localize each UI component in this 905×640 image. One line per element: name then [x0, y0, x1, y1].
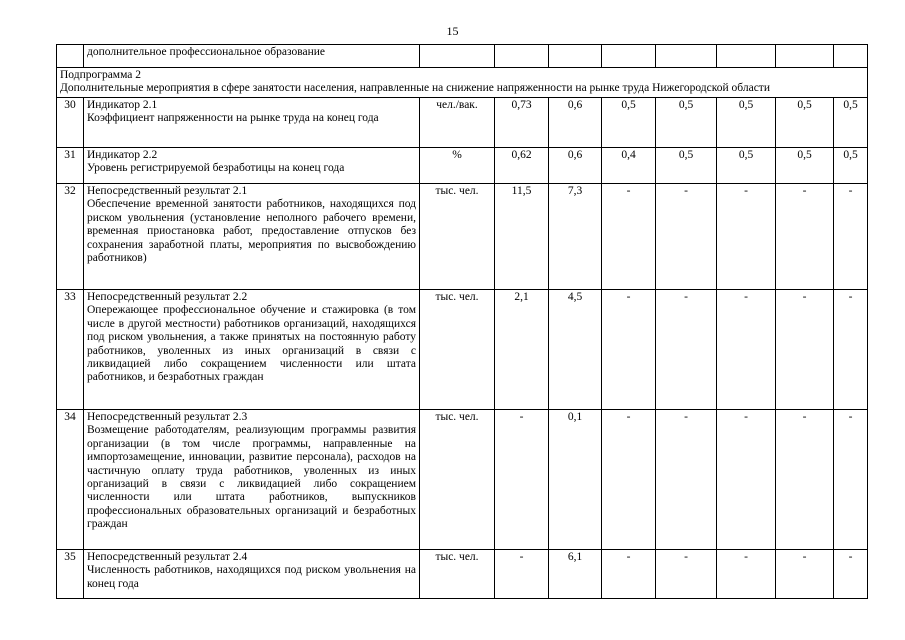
indicator-description: Уровень регистрируемой безработицы на конец года — [87, 162, 345, 175]
value-cell: - — [834, 290, 868, 410]
value-cell — [717, 45, 776, 68]
indicator-name: Непосредственный результат 2.3 — [87, 411, 248, 423]
row-number-cell: 31 — [57, 148, 84, 184]
indicator-description: Опережающее профессиональное обучение и стажировка (в том числе в другой местности) работников организаций, находящихся под риском увольнения, а также принятых на постоянную работу работников, уволенных из иных организаций в связи с ликвидацией либо сокращением численности или штата работников, и безработных граждан — [87, 304, 416, 384]
value-cell: 0,5 — [776, 148, 834, 184]
description-cell — [84, 184, 420, 290]
row-number-cell — [57, 45, 84, 68]
unit-cell: тыс. чел. — [420, 410, 495, 550]
value-cell: 0,6 — [549, 98, 602, 148]
table-row — [57, 410, 868, 550]
indicator-name: Непосредственный результат 2.1 — [87, 185, 248, 197]
description-cell — [84, 290, 420, 410]
unit-cell: чел./вак. — [420, 98, 495, 148]
value-cell: 0,5 — [834, 148, 868, 184]
indicators-table — [56, 44, 868, 599]
table-row — [57, 550, 868, 599]
indicator-description: Обеспечение временной занятости работников, находящихся под риском увольнения (установление неполного рабочего времени, временная приостановка работ, предоставление отпусков без сохранения заработной платы, мероприятия по высвобождению работников) — [87, 198, 416, 265]
value-cell: 0,1 — [549, 410, 602, 550]
page-number: 15 — [446, 24, 459, 38]
value-cell — [602, 45, 656, 68]
value-cell: - — [495, 410, 549, 550]
value-cell: 0,5 — [717, 98, 776, 148]
description-cell — [84, 98, 420, 148]
value-cell: 11,5 — [495, 184, 549, 290]
value-cell: 0,5 — [656, 98, 717, 148]
subprogram-title: Дополнительные мероприятия в сфере занятости населения, направленные на снижение напряженности на рынке труда Нижегородской области — [60, 82, 770, 95]
description-cell — [84, 550, 420, 599]
value-cell: 0,5 — [656, 148, 717, 184]
value-cell: 0,5 — [602, 98, 656, 148]
subprogram-cell — [57, 68, 868, 98]
row-number-cell: 32 — [57, 184, 84, 290]
description-cell — [84, 410, 420, 550]
value-cell: - — [602, 184, 656, 290]
value-cell: - — [602, 550, 656, 599]
value-cell: - — [656, 184, 717, 290]
value-cell: 0,5 — [834, 98, 868, 148]
indicator-name: Индикатор 2.1 — [87, 99, 158, 111]
value-cell: - — [834, 184, 868, 290]
value-cell: - — [656, 410, 717, 550]
value-cell: - — [656, 550, 717, 599]
value-cell — [495, 45, 549, 68]
unit-cell: тыс. чел. — [420, 184, 495, 290]
value-cell: 6,1 — [549, 550, 602, 599]
indicator-description: Коэффициент напряженности на рынке труда на конец года — [87, 112, 379, 125]
value-cell: 0,5 — [717, 148, 776, 184]
value-cell: - — [834, 550, 868, 599]
row-number-cell: 35 — [57, 550, 84, 599]
row-number-cell: 34 — [57, 410, 84, 550]
row-number-cell: 33 — [57, 290, 84, 410]
value-cell: - — [656, 290, 717, 410]
value-cell: 0,73 — [495, 98, 549, 148]
value-cell: 4,5 — [549, 290, 602, 410]
unit-cell: % — [420, 148, 495, 184]
value-cell: 0,5 — [776, 98, 834, 148]
value-cell — [549, 45, 602, 68]
table-row — [57, 98, 868, 148]
indicator-description: Возмещение работодателям, реализующим программы развития организации (в том числе программы, направленные на импортозамещение, инновации, развитие персонала), расходов на частичную оплату труда работников, уволенных из иных организаций в связи с ликвидацией либо сокращением численности или штата работников, выпускников профессиональных образовательных организаций и безработных граждан — [87, 424, 416, 531]
value-cell — [776, 45, 834, 68]
table-row — [57, 148, 868, 184]
subprogram-row — [57, 68, 868, 98]
value-cell: - — [717, 290, 776, 410]
description-text: дополнительное профессиональное образование — [87, 46, 325, 58]
description-cell — [84, 45, 420, 68]
subprogram-label: Подпрограмма 2 — [60, 69, 142, 81]
value-cell: 0,6 — [549, 148, 602, 184]
indicator-name: Индикатор 2.2 — [87, 149, 158, 161]
row-number-cell: 30 — [57, 98, 84, 148]
description-cell — [84, 148, 420, 184]
value-cell: - — [717, 550, 776, 599]
unit-cell — [420, 45, 495, 68]
value-cell: 0,62 — [495, 148, 549, 184]
indicator-name: Непосредственный результат 2.2 — [87, 291, 248, 303]
value-cell: - — [834, 410, 868, 550]
value-cell — [656, 45, 717, 68]
table-row-continuation — [57, 45, 868, 68]
value-cell: 2,1 — [495, 290, 549, 410]
unit-cell: тыс. чел. — [420, 550, 495, 599]
value-cell: - — [776, 550, 834, 599]
value-cell: - — [717, 410, 776, 550]
value-cell: - — [776, 290, 834, 410]
value-cell: - — [717, 184, 776, 290]
indicator-name: Непосредственный результат 2.4 — [87, 551, 248, 563]
value-cell: - — [602, 410, 656, 550]
value-cell — [834, 45, 868, 68]
table-row — [57, 290, 868, 410]
unit-cell: тыс. чел. — [420, 290, 495, 410]
table-row — [57, 184, 868, 290]
value-cell: 7,3 — [549, 184, 602, 290]
value-cell: - — [776, 410, 834, 550]
value-cell: - — [776, 184, 834, 290]
value-cell: - — [495, 550, 549, 599]
indicator-description: Численность работников, находящихся под риском увольнения на конец года — [87, 564, 416, 590]
value-cell: - — [602, 290, 656, 410]
value-cell: 0,4 — [602, 148, 656, 184]
